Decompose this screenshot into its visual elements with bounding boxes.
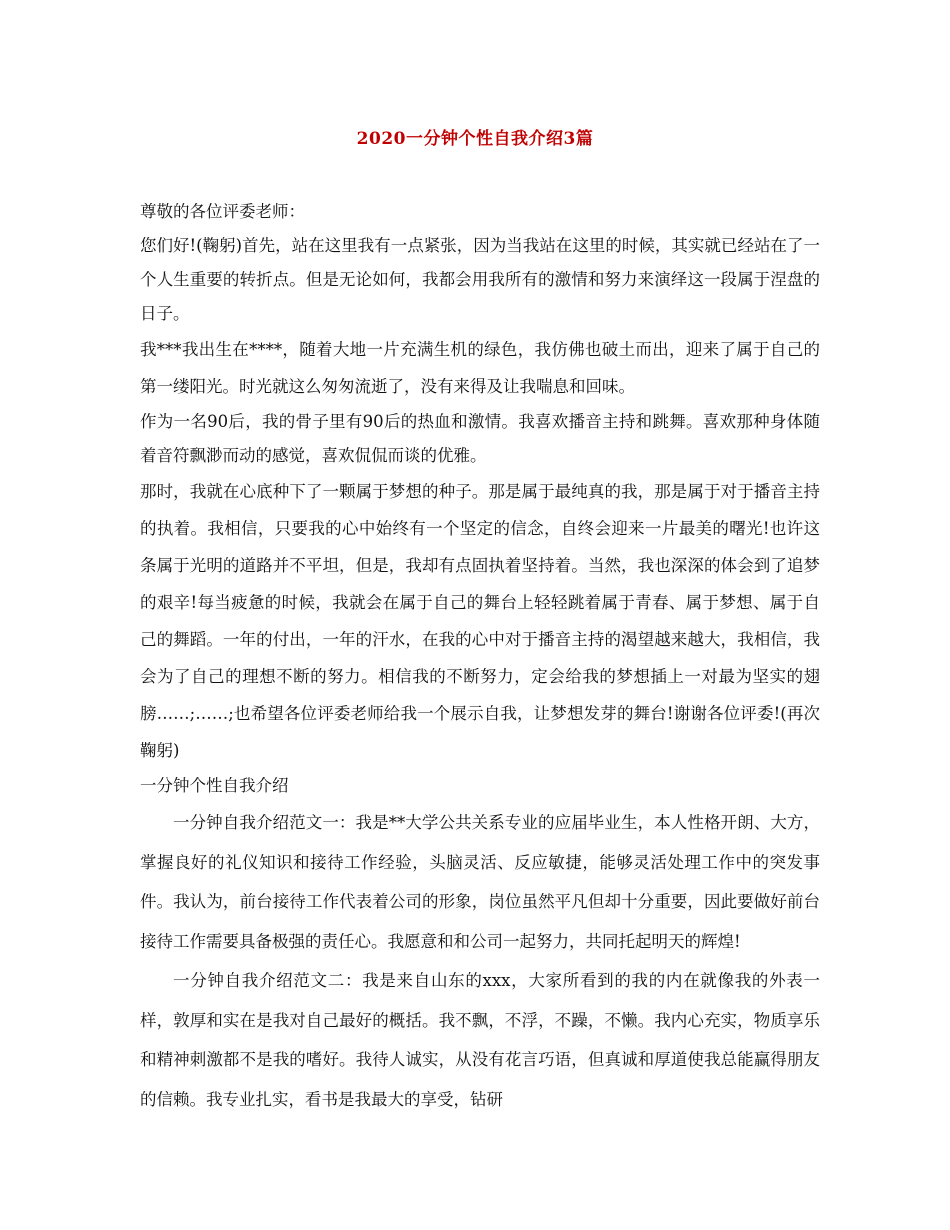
section-heading: 一分钟个性自我介绍 <box>140 776 289 795</box>
paragraph-opening: 您们好!(鞠躬)首先，站在这里我有一点紧张，因为当我站在这里的时候，其实就已经站在了一个人生重要的转折点。但是无论如何，我都会用我所有的激情和努力来演绎这一段属于涅盘的日子。 <box>140 236 820 323</box>
sample-two: 一分钟自我介绍范文二：我是来自山东的xxx，大家所看到的我的内在就像我的外表一样，敦厚和实在是我对自己最好的概括。我不飘，不浮，不躁，不懒。我内心充实，物质享乐和精神刺激都不是我的嗜好。我待人诚实，从没有花言巧语，但真诚和厚道使我总能赢得朋友的信赖。我专业扎实，看书是我最大的享受，钻研 <box>140 971 820 1109</box>
paragraph-hobbies: 作为一名90后，我的骨子里有90后的热血和激情。我喜欢播音主持和跳舞。喜欢那种身体随着音符飘渺而动的感觉，喜欢侃侃而谈的优雅。 <box>140 412 820 465</box>
paragraph-birth: 我***我出生在****，随着大地一片充满生机的绿色，我仿佛也破土而出，迎来了属于自己的第一缕阳光。时光就这么匆匆流逝了，没有来得及让我喘息和回味。 <box>140 340 820 396</box>
paragraph-dream: 那时，我就在心底种下了一颗属于梦想的种子。那是属于最纯真的我，那是属于对于播音主持的执着。我相信，只要我的心中始终有一个坚定的信念，自终会迎来一片最美的曙光!也许这条属于光明的道路并不平坦，但是，我却有点固执着坚持着。当然，我也深深的体会到了追梦的艰辛!每当疲惫的时候，我就会在属于自己的舞台上轻轻跳着属于青春、属于梦想、属于自己的舞蹈。一年的付出，一年的汗水，在我的心中对于播音主持的渴望越来越大，我相信，我会为了自己的理想不断的努力。相信我的不断努力，定会给我的梦想插上一对最为坚实的翅膀……;……;也希望各位评委老师给我一个展示自我，让梦想发芽的舞台!谢谢各位评委!(再次鞠躬) <box>140 482 820 760</box>
sample-one: 一分钟自我介绍范文一：我是**大学公共关系专业的应届毕业生，本人性格开朗、大方，掌握良好的礼仪知识和接待工作经验，头脑灵活、反应敏捷，能够灵活处理工作中的突发事件。我认为，前台接待工作代表着公司的形象，岗位虽然平凡但却十分重要，因此要做好前台接待工作需要具备极强的责任心。我愿意和和公司一起努力，共同托起明天的辉煌! <box>140 813 820 951</box>
greeting: 尊敬的各位评委老师： <box>140 202 305 221</box>
document-title: 2020一分钟个性自我介绍3篇 <box>356 129 594 149</box>
document-body <box>140 195 820 1119</box>
